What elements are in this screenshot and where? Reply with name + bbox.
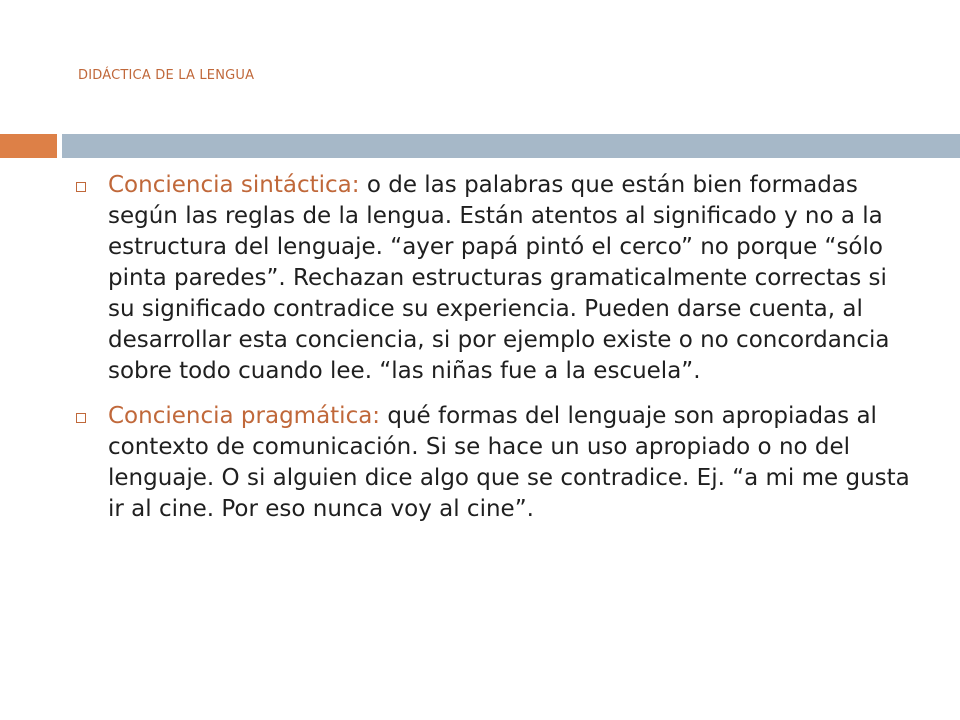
slide-title: DIDÁCTICA DE LA LENGUA [78,68,255,83]
bullet-term: Conciencia sintáctica: [108,172,360,198]
bullet-item-pragmatica [76,401,916,525]
square-bullet-icon [76,182,86,192]
bullet-text: qué formas del lenguaje son apropiadas al contexto de comunicación. Si se hace un uso apropiado o no del lenguaje. O si alguien dice algo que se contradice. Ej. “a mi me gusta ir al cine. Por eso nunca voy al cine”. [108,403,910,522]
accent-bar [0,134,57,158]
header-rule-bar [62,134,960,158]
square-bullet-icon [76,413,86,423]
bullet-item-sintactica [76,170,916,387]
bullet-text: o de las palabras que están bien formadas según las reglas de la lengua. Están atentos al significado y no a la estructura del lenguaje. “ayer papá pintó el cerco” no porque “sólo pinta paredes”. Rechazan estructuras gramaticalmente correctas si su significado contradice su experiencia. Pueden darse cuenta, al desarrollar esta conciencia, si por ejemplo existe o no concordancia sobre todo cuando lee. “las niñas fue a la escuela”. [108,172,890,384]
bullet-term: Conciencia pragmática: [108,403,381,429]
slide-content [76,170,916,539]
